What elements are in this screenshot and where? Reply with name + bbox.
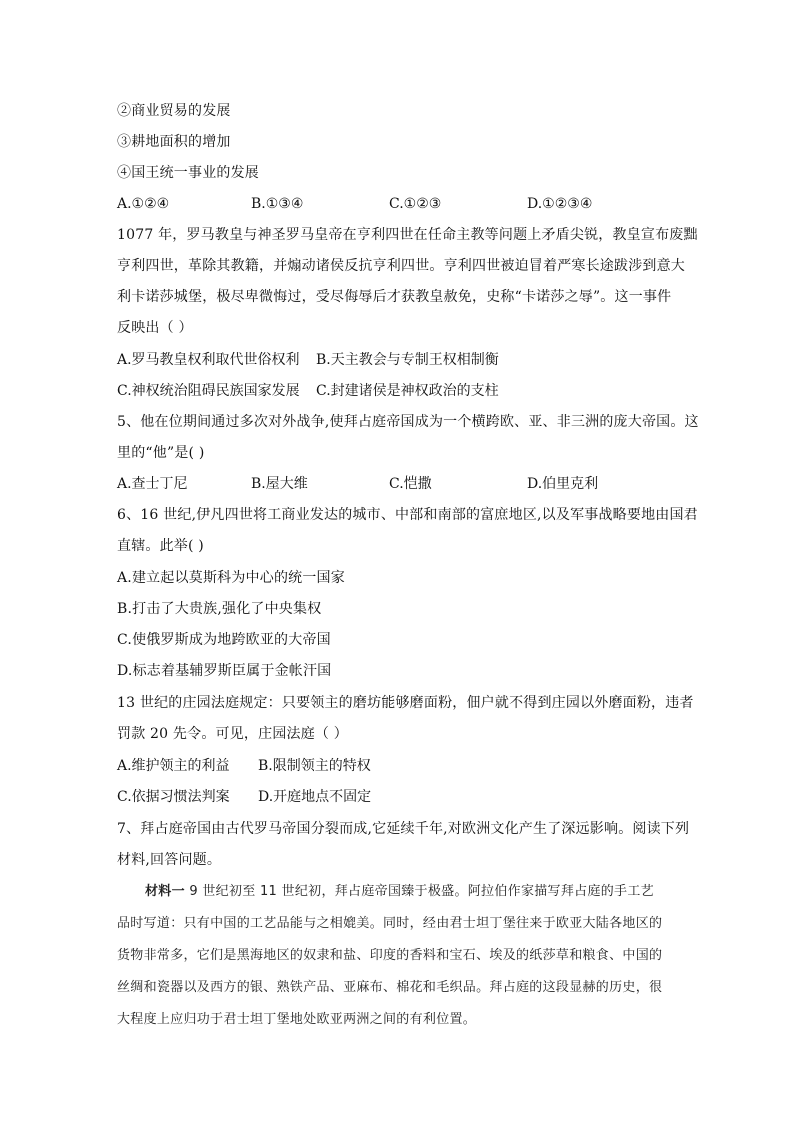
material-line [145, 882, 685, 902]
q6-text-line: 6、16 世纪,伊凡四世将工商业发达的城市、中部和南部的富庶地区,以及军事战略要地由国君 [117, 507, 698, 523]
q7-text-line: 7、拜占庭帝国由古代罗马帝国分裂而成,它延续千年,对欧洲文化产生了深远影响。阅读下列 [117, 821, 690, 837]
q1-option-a: A.①②④ [117, 196, 170, 212]
q2-text-line: 利卡诺莎城堡，极尽卑微悔过，受尽侮辱后才获教皇赦免，史称“卡诺莎之辱”。这一事件 [117, 289, 672, 305]
q2-option-a: A.罗马教皇权利取代世俗权利 [117, 352, 300, 368]
q2-option-c: C.神权统治阻碍民族国家发展 [117, 383, 300, 399]
statement-4: ④国王统一事业的发展 [117, 165, 259, 181]
q5-option-c: C.恺撒 [389, 476, 432, 492]
q5-text-line: 5、他在位期间通过多次对外战争,使拜占庭帝国成为一个横跨欧、亚、非三洲的庞大帝国。这 [117, 414, 699, 430]
q6-option-d: D.标志着基辅罗斯臣属于金帐汗国 [117, 663, 332, 679]
q1-option-c: C.①②③ [389, 196, 442, 212]
q13-text-line: 罚款 20 先令。可见，庄园法庭（ ） [117, 726, 348, 742]
material-line: 货物非常多，它们是黑海地区的奴隶和盐、印度的香料和宝石、埃及的纸莎草和粮食、中国的 [117, 948, 663, 963]
q6-option-b: B.打击了大贵族,强化了中央集权 [117, 601, 322, 617]
q7-text-line: 材料,回答问题。 [117, 852, 222, 868]
q6-text-line: 直辖。此举( ) [117, 538, 204, 554]
material-line: 品时写道：只有中国的工艺品能与之相媲美。同时，经由君士坦丁堡往来于欧亚大陆各地区的 [117, 916, 663, 931]
q5-option-b: B.屋大维 [251, 476, 308, 492]
q2-text-line: 反映出（ ） [117, 320, 193, 336]
q2-text-line: 1077 年，罗马教皇与神圣罗马皇帝在亨利四世在任命主教等问题上矛盾尖锐，教皇宣布废黜 [117, 227, 698, 243]
material-line: 丝绸和瓷器以及西方的银、熟铁产品、亚麻布、棉花和毛织品。拜占庭的这段显赫的历史，很 [117, 980, 663, 995]
material-line: 大程度上应归功于君士坦丁堡地处欧亚两洲之间的有利位置。 [117, 1012, 477, 1027]
q13-option-b: B.限制领主的特权 [258, 758, 371, 774]
q5-option-a: A.查士丁尼 [117, 476, 188, 492]
q2-option-d: C.封建诸侯是神权政治的支柱 [316, 383, 499, 399]
q1-option-d: D.①②③④ [527, 196, 593, 212]
statement-3: ③耕地面积的增加 [117, 134, 231, 150]
statement-2: ②商业贸易的发展 [117, 103, 231, 119]
q6-option-c: C.使俄罗斯成为地跨欧亚的大帝国 [117, 632, 331, 648]
q2-text-line: 亨利四世，革除其教籍，并煽动诸侯反抗亨利四世。亨利四世被迫冒着严寒长途跋涉到意大 [117, 258, 685, 274]
q6-option-a: A.建立起以莫斯科为中心的统一国家 [117, 570, 345, 586]
q5-text-line: 里的“他”是( ) [117, 445, 205, 461]
q2-option-b: B.天主教会与专制王权相制衡 [316, 352, 499, 368]
q13-option-d: D.开庭地点不固定 [258, 789, 372, 805]
q13-option-c: C.依据习惯法判案 [117, 789, 230, 805]
material-label: 材料一 [145, 884, 185, 899]
q5-option-d: D.伯里克利 [527, 476, 599, 492]
q13-option-a: A.维护领主的利益 [117, 758, 230, 774]
material-first-text: 9 世纪初至 11 世纪初，拜占庭帝国臻于极盛。阿拉伯作家描写拜占庭的手工艺 [184, 884, 654, 899]
q1-option-b: B.①③④ [251, 196, 304, 212]
q13-text-line: 13 世纪的庄园法庭规定：只要领主的磨坊能够磨面粉，佃户就不得到庄园以外磨面粉，违者 [117, 695, 694, 711]
